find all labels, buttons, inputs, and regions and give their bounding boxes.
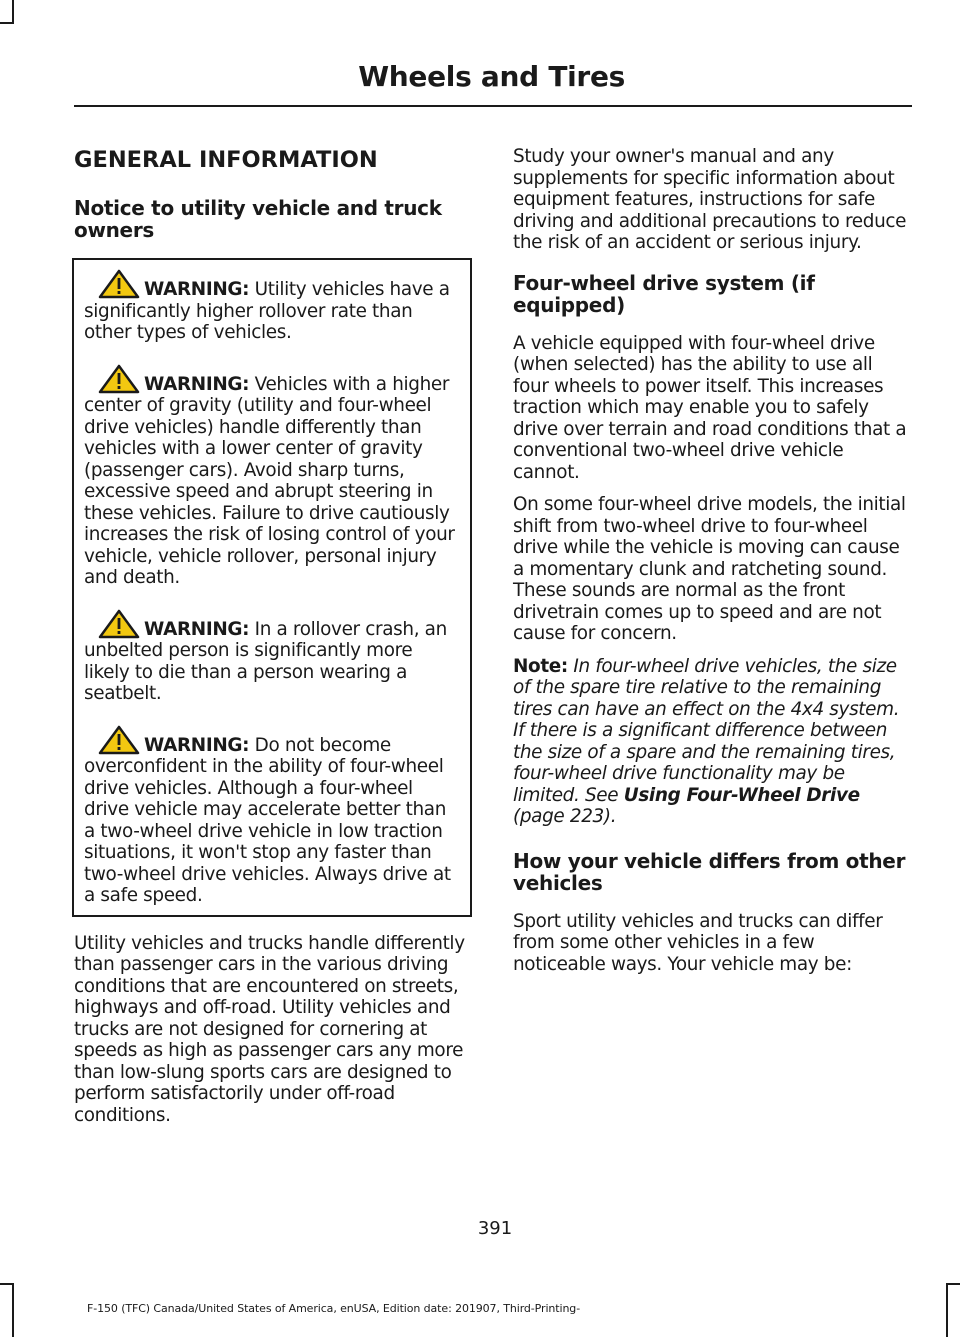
header-rule <box>74 105 912 107</box>
warning-box <box>72 258 472 917</box>
warning-triangle-icon <box>98 364 140 394</box>
warning-label: WARNING: <box>144 618 250 640</box>
fourwd-title: Four-wheel drive system (if equipped) <box>513 270 815 317</box>
crop-mark <box>946 1283 960 1285</box>
differs-paragraph: Sport utility vehicles and trucks can differ from some other vehicles in a few noticeable ways. Your vehicle may be: <box>513 910 883 975</box>
warning-item <box>84 725 462 907</box>
intro-paragraph: Study your owner's manual and any supplements for specific information about equipment features, instructions for safe driving and additional precautions to reduce the risk of an accident or serious injury. <box>513 146 907 253</box>
crop-mark <box>0 22 14 24</box>
crop-mark <box>12 0 14 22</box>
differs-title: How your vehicle differs from other vehicles <box>513 848 906 895</box>
warning-item <box>84 364 462 589</box>
page-reference: (page 223). <box>513 806 617 827</box>
fourwd-paragraph-1: A vehicle equipped with four-wheel drive (when selected) has the ability to use all four wheels to power itself. This increases traction which may enable you to safely drive over terrain and road conditions that a conventional two-wheel drive vehicle cannot. <box>513 332 907 483</box>
left-column <box>74 146 474 1137</box>
page-header-title: Wheels and Tires <box>358 60 625 93</box>
crop-mark <box>0 1283 14 1285</box>
warning-label: WARNING: <box>144 734 250 756</box>
warning-text: Vehicles with a higher center of gravity (utility and four-wheel drive vehicles) handle differently than vehicles with a lower center of gravity (passenger cars). Avoid sharp turns, excessive speed and abrupt steering in these vehicles. Failure to drive cautiously increases the risk of losing control of your vehicle, vehicle rollover, personal injury and death. <box>84 373 455 588</box>
note-label: Note: <box>513 655 568 677</box>
warning-item <box>84 269 462 344</box>
warning-label: WARNING: <box>144 373 250 395</box>
body-paragraph: Utility vehicles and trucks handle differently than passenger cars in the various driving conditions that are encountered on streets, highways and off-road. Utility vehicles and trucks are not designed for cornering at speeds as high as passenger cars any more than low-slung sports cars are designed to perform satisfactorily under off-road conditions. <box>74 932 465 1126</box>
crop-mark <box>12 1283 14 1337</box>
warning-label: WARNING: <box>144 279 250 300</box>
warning-text: Utility vehicles have a significantly higher rollover rate than other types of vehicles. <box>84 279 450 343</box>
warning-item <box>84 609 462 705</box>
note-paragraph <box>513 656 909 828</box>
warning-triangle-icon <box>98 725 140 755</box>
cross-reference-link[interactable]: Using Four-Wheel Drive <box>623 784 860 806</box>
footer-text: F-150 (TFC) Canada/United States of America, enUSA, Edition date: 201907, Third-Printing- <box>87 1302 581 1315</box>
page-number: 391 <box>477 1218 513 1239</box>
warning-text: In a rollover crash, an unbelted person is significantly more likely to die than a person wearing a seatbelt. <box>84 618 447 704</box>
warning-triangle-icon <box>98 609 140 639</box>
section-title: GENERAL INFORMATION <box>74 147 378 173</box>
fourwd-paragraph-2: On some four-wheel drive models, the initial shift from two-wheel drive to four-wheel drive while the vehicle is moving can cause a momentary clunk and ratcheting sound. These sounds are normal as the front drivetrain comes up to speed and are not cause for concern. <box>513 494 906 644</box>
warning-text: Do not become overconfident in the ability of four-wheel drive vehicles. Although a four-wheel drive vehicle may accelerate better than a two-wheel drive vehicle in low traction situations, it won't stop any faster than two-wheel drive vehicles. Always drive at a safe speed. <box>84 734 451 906</box>
subsection-title: Notice to utility vehicle and truck owners <box>74 196 442 242</box>
warning-triangle-icon <box>98 269 140 299</box>
right-column <box>513 146 909 986</box>
note-text: In four-wheel drive vehicles, the size of the spare tire relative to the remaining tires can have an effect on the 4x4 system. If there is a significant difference between the size of a spare and the remaining tires, four-wheel drive functionality may be limited. See <box>513 655 900 806</box>
crop-mark <box>946 1283 948 1337</box>
